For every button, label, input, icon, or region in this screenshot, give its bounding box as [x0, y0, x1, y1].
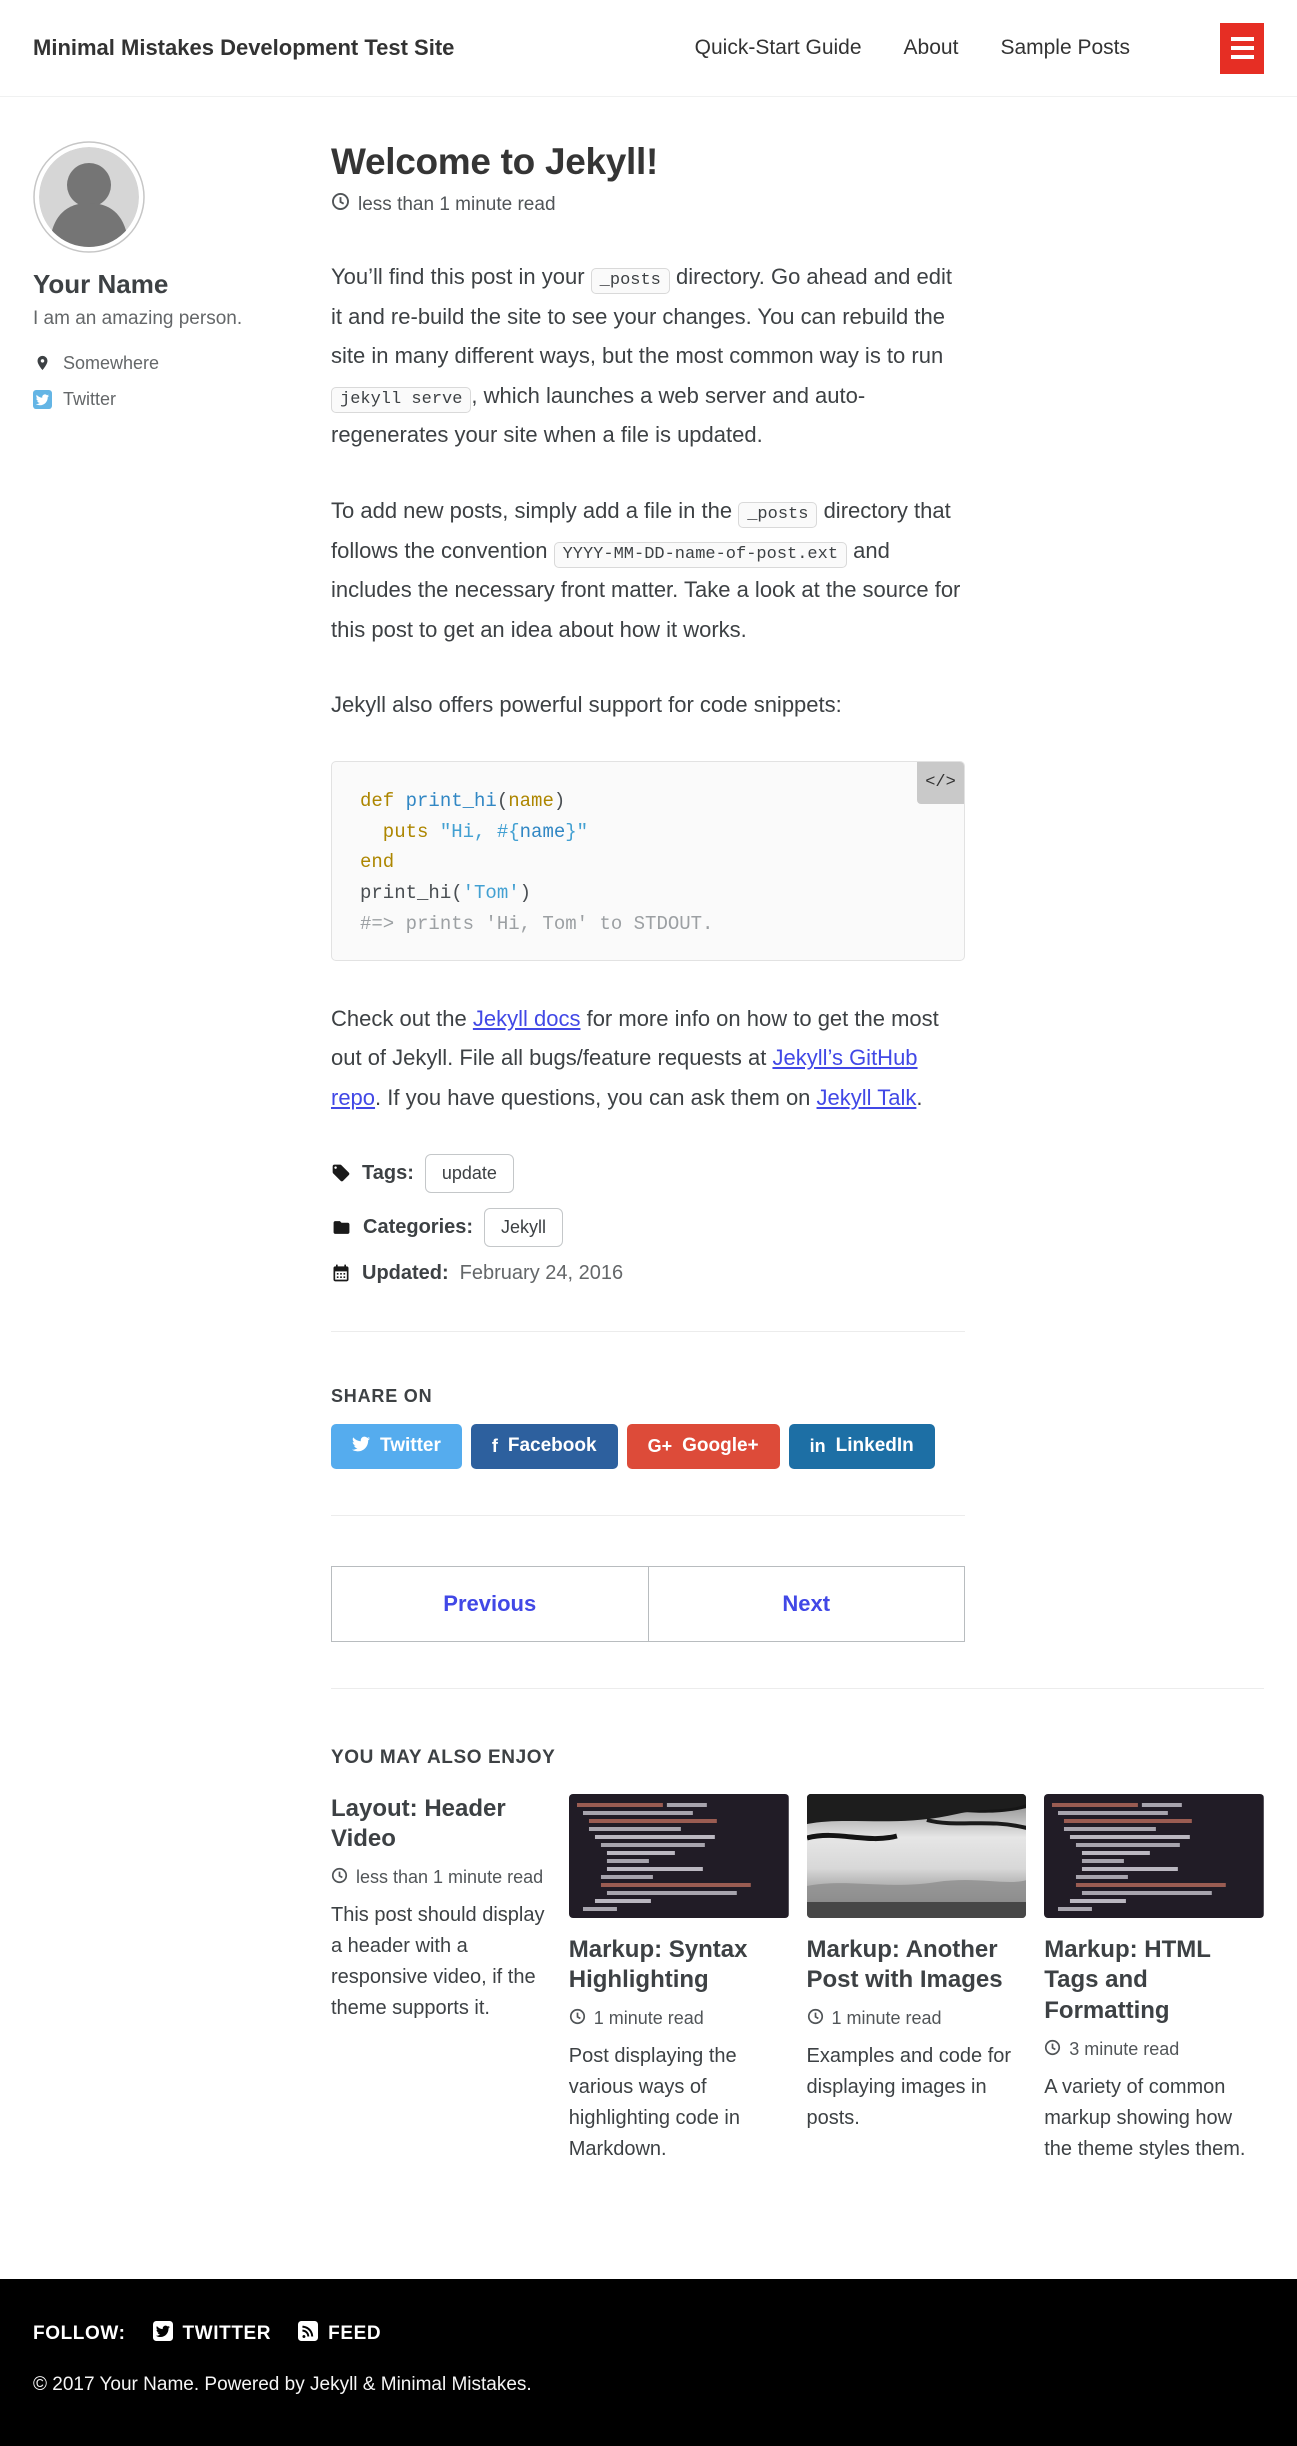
paragraph-3: Jekyll also offers powerful support for code snippets:	[331, 692, 842, 718]
twitter-icon	[33, 390, 52, 409]
updated-label: Updated:	[362, 1261, 449, 1284]
author-sidebar	[33, 141, 331, 425]
paragraph-1: You’ll find this post in your _posts directory. Go ahead and edit it and re-build the site to see your changes. You can rebuild the site in many different ways, but the most common way is to run jekyll serve , which launches a web server and auto-regenerates your site when a file is updated.	[331, 264, 952, 448]
inline-code: jekyll serve	[331, 387, 471, 413]
code-line: #=> prints 'Hi, Tom' to STDOUT.	[360, 913, 714, 935]
tag-update[interactable]: update	[425, 1154, 514, 1193]
site-title[interactable]: Minimal Mistakes Development Test Site	[33, 35, 455, 60]
code-line: def print_hi(name)	[360, 789, 566, 812]
code-line: end	[360, 851, 395, 874]
clock-icon	[1044, 2039, 1061, 2061]
previous-button[interactable]: Previous	[331, 1566, 649, 1642]
paragraph-2: To add new posts, simply add a file in the _posts directory that follows the convention YYYY-MM-DD-name-of-post.ext and includes the necessary front matter. Take a look at the source for this post to get an idea about how it works.	[331, 497, 961, 642]
googleplus-icon: G+	[647, 1435, 673, 1456]
related-posts-section	[331, 1747, 1264, 2165]
footer-feed-label: FEED	[328, 2322, 382, 2344]
related-read-time: 3 minute read	[1069, 2039, 1180, 2060]
read-time-label: less than 1 minute read	[358, 193, 556, 215]
nav-quick-start-guide[interactable]: Quick-Start Guide	[694, 36, 862, 59]
clock-icon	[331, 192, 350, 217]
read-time	[331, 192, 965, 217]
masthead	[0, 0, 1297, 97]
main-content	[331, 141, 1264, 2165]
related-thumbnail-landscape-photo[interactable]	[807, 1794, 1027, 1918]
author-bio: I am an amazing person.	[33, 308, 243, 329]
post-article	[331, 141, 965, 1642]
related-card	[1044, 1794, 1264, 2165]
share-facebook-label: Facebook	[507, 1435, 597, 1457]
share-linkedin-label: LinkedIn	[835, 1435, 914, 1457]
calendar-icon	[331, 1263, 351, 1283]
code-block	[331, 761, 965, 961]
avatar	[33, 141, 145, 253]
follow-label: FOLLOW:	[33, 2322, 126, 2344]
facebook-icon: f	[491, 1435, 498, 1456]
related-title-post-with-images[interactable]: Markup: Another Post with Images	[806, 1935, 1003, 1994]
code-language-button[interactable]: </>	[917, 762, 964, 804]
twitter-bird-icon	[352, 1435, 370, 1458]
rss-icon	[298, 2321, 318, 2347]
related-card	[569, 1794, 789, 2165]
footer-feed-link[interactable]	[298, 2321, 381, 2347]
footer-twitter-link[interactable]	[153, 2321, 272, 2347]
related-card	[331, 1794, 551, 2165]
tags-row	[331, 1154, 965, 1193]
related-divider	[331, 1688, 1264, 1689]
footer-twitter-label: TWITTER	[182, 2322, 272, 2344]
share-facebook-button[interactable]	[471, 1424, 618, 1469]
related-title-syntax-highlighting[interactable]: Markup: Syntax Highlighting	[568, 1935, 748, 1994]
location-pin-icon	[33, 352, 52, 374]
inline-code: _posts	[591, 268, 670, 294]
related-grid	[331, 1794, 1264, 2165]
author-location-label: Somewhere	[63, 352, 160, 373]
tags-label: Tags:	[362, 1161, 414, 1184]
page-footer	[0, 2279, 1297, 2446]
masthead-nav	[695, 23, 1264, 74]
clock-icon	[331, 1867, 348, 1889]
updated-date: February 24, 2016	[459, 1261, 624, 1284]
folder-icon	[331, 1218, 352, 1237]
jekyll-github-repo-link[interactable]: Jekyll’s GitHub repo	[331, 1045, 918, 1110]
page-title: Welcome to Jekyll!	[331, 141, 659, 182]
related-excerpt: Post displaying the various ways of highlighting code in Markdown.	[568, 2044, 740, 2160]
share-twitter-label: Twitter	[380, 1435, 441, 1457]
author-twitter-link[interactable]	[33, 389, 331, 410]
code-line: puts "Hi, #{name}"	[360, 820, 589, 843]
hamburger-menu-button[interactable]	[1220, 23, 1264, 74]
related-read-time: 1 minute read	[831, 2008, 942, 2029]
related-thumbnail-code-screenshot[interactable]	[1044, 1794, 1264, 1918]
follow-row	[33, 2321, 1264, 2347]
related-excerpt: A variety of common markup showing how the theme styles them.	[1044, 2075, 1246, 2160]
share-buttons	[331, 1424, 965, 1469]
page-body	[0, 97, 1297, 2165]
next-button[interactable]: Next	[649, 1566, 966, 1642]
related-excerpt: This post should display a header with a responsive video, if the theme supports it.	[331, 1903, 545, 2019]
category-jekyll[interactable]: Jekyll	[484, 1208, 563, 1247]
related-card	[807, 1794, 1027, 2165]
share-heading: SHARE ON	[331, 1385, 433, 1406]
author-location	[33, 352, 331, 374]
linkedin-icon: in	[809, 1435, 826, 1456]
share-googleplus-button[interactable]	[627, 1424, 780, 1469]
clock-icon	[807, 2008, 824, 2030]
related-heading: YOU MAY ALSO ENJOY	[331, 1746, 556, 1768]
inline-code: YYYY-MM-DD-name-of-post.ext	[554, 542, 847, 568]
divider	[331, 1515, 965, 1516]
share-linkedin-button[interactable]	[789, 1424, 935, 1469]
categories-label: Categories:	[363, 1215, 474, 1238]
related-title-html-tags-formatting[interactable]: Markup: HTML Tags and Formatting	[1044, 1935, 1211, 2024]
copyright: © 2017 Your Name. Powered by Jekyll & Minimal Mistakes.	[33, 2373, 532, 2395]
tag-icon	[331, 1163, 351, 1183]
nav-sample-posts[interactable]: Sample Posts	[1000, 36, 1130, 59]
hamburger-icon	[1231, 37, 1254, 41]
nav-about[interactable]: About	[903, 36, 959, 59]
related-read-time: less than 1 minute read	[356, 1867, 544, 1888]
code-line: print_hi('Tom')	[360, 882, 532, 905]
divider	[331, 1331, 965, 1332]
author-name: Your Name	[33, 269, 169, 299]
jekyll-talk-link[interactable]: Jekyll Talk	[816, 1084, 917, 1110]
categories-row	[331, 1208, 965, 1247]
share-twitter-button[interactable]	[331, 1424, 462, 1469]
related-excerpt: Examples and code for displaying images in posts.	[806, 2044, 1012, 2129]
author-twitter-label: Twitter	[63, 389, 117, 409]
share-googleplus-label: Google+	[682, 1435, 759, 1457]
jekyll-docs-link[interactable]: Jekyll docs	[472, 1005, 581, 1031]
updated-row	[331, 1262, 965, 1285]
twitter-icon	[153, 2321, 173, 2347]
related-read-time: 1 minute read	[593, 2008, 704, 2029]
clock-icon	[569, 2008, 586, 2030]
paragraph-4: Check out the Jekyll docs for more info on how to get the most out of Jekyll. File all bugs/feature requests at Jekyll’s GitHub repo. If you have questions, you can ask them on Jekyll Talk.	[331, 1005, 939, 1110]
pagination	[331, 1566, 965, 1642]
related-thumbnail-code-screenshot[interactable]	[569, 1794, 789, 1918]
inline-code: _posts	[738, 502, 817, 528]
related-title-layout-header-video[interactable]: Layout: Header Video	[331, 1794, 506, 1853]
